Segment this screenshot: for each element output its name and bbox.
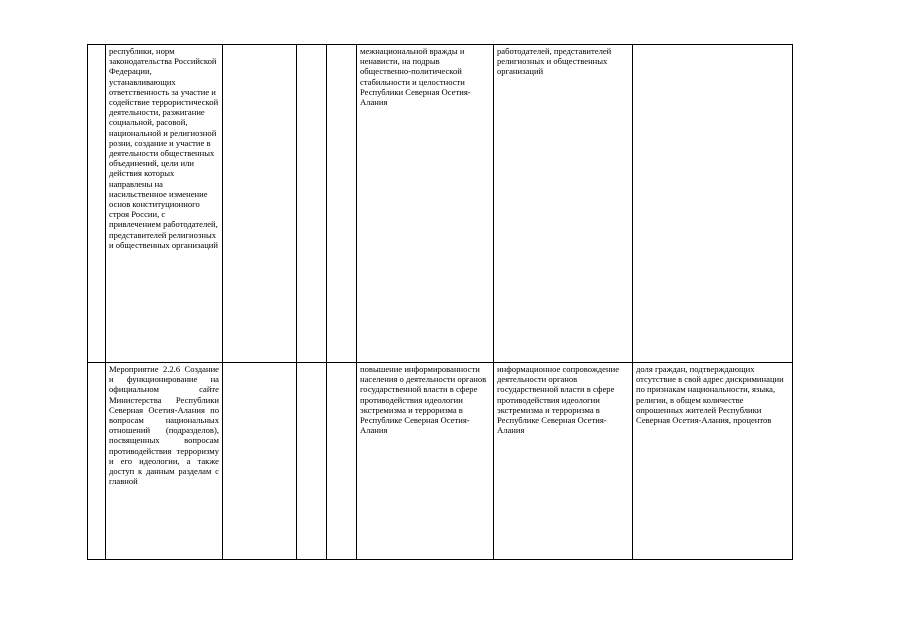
table-row [88, 45, 793, 363]
cell-content: информационное сопровождение деятельности органов государственной власти в сфере противодействия идеологии экстремизма и терроризма в Республике Северная Осетия-Алания [494, 363, 633, 560]
cell-measure-name: республики, норм законодательства Российской Федерации, устанавливающих ответственность за участие и содействие террористической деятельности, разжигание социальной, расовой, национальной и религиозной розни, создание и участие в деятельности общественных объединений, цели или действия которых направлены на насильственное изменение основ конституционного строя России, с привлечением работодателей, представителей религиозных и общественных организаций [106, 45, 223, 363]
cell-content: работодателей, представителей религиозных и общественных организаций [494, 45, 633, 363]
program-table [87, 44, 793, 560]
cell-start-year [297, 363, 327, 560]
cell-number [88, 363, 106, 560]
cell-executor [223, 363, 297, 560]
cell-measure-name: Мероприятие 2.2.6 Создание и функционирование на официальном сайте Министерства Республики Северная Осетия-Алания по вопросам национальных отношений (подразделов), посвященных вопросам противодействия терроризму и его идеологии, а также доступ к данным разделам с главной [106, 363, 223, 560]
cell-indicator [633, 45, 793, 363]
cell-start-year [297, 45, 327, 363]
cell-expected-result: межнациональной вражды и ненависти, на подрыв общественно-политической стабильности и целостности Республики Северная Осетия-Алания [357, 45, 494, 363]
cell-expected-result: повышение информированности населения о деятельности органов государственной власти в сфере противодействия идеологии экстремизма и терроризма в Республике Северная Осетия-Алания [357, 363, 494, 560]
cell-end-year [327, 363, 357, 560]
table-row [88, 363, 793, 560]
cell-executor [223, 45, 297, 363]
cell-number [88, 45, 106, 363]
cell-indicator: доля граждан, подтверждающих отсутствие в свой адрес дискриминации по признакам национальности, языка, религии, в общем количестве опрошенных жителей Республики Северная Осетия-Алания, процентов [633, 363, 793, 560]
cell-end-year [327, 45, 357, 363]
